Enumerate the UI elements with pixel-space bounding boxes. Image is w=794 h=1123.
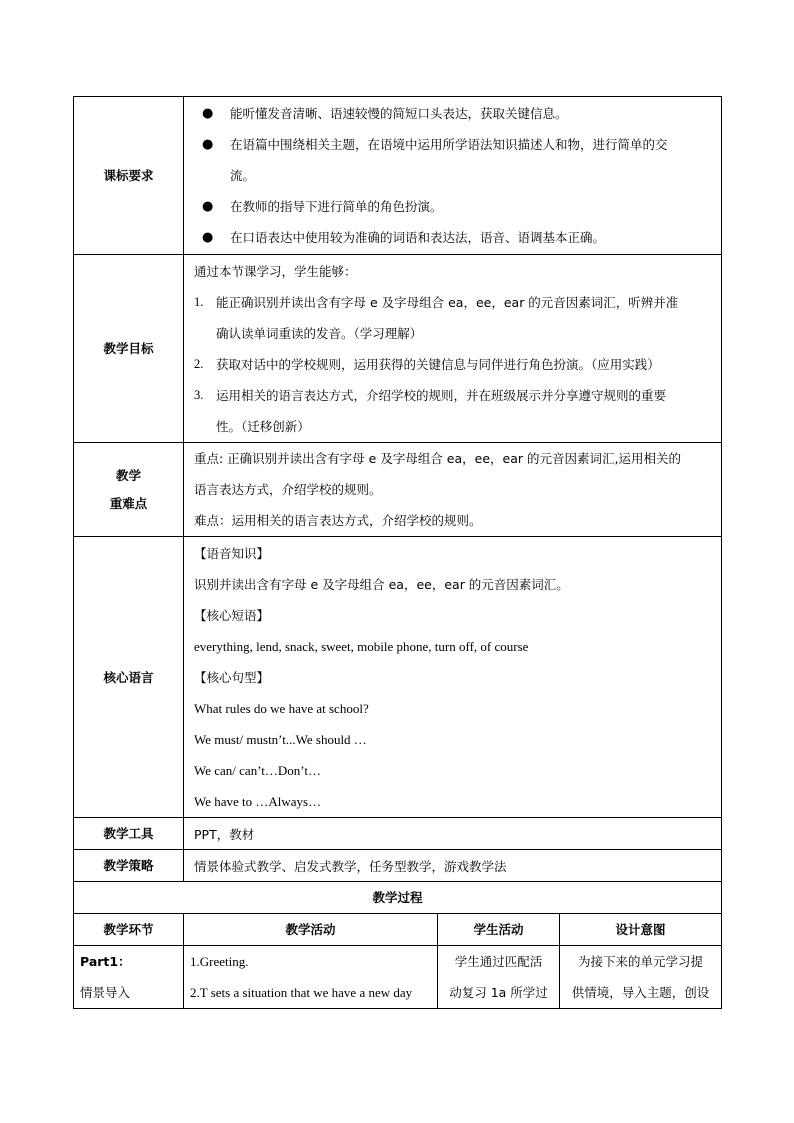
bullet-icon: ● [202,106,214,121]
bullet-icon: ● [202,199,214,214]
objective-item: 1. 能正确识别并读出含有字母 e 及字母组合 ea，ee，ear 的元音因素词汇，听辨并准 [194,295,679,310]
requirement-item: ● 在教师的指导下进行简单的角色扮演。 [194,191,715,222]
core-language-content [184,537,722,818]
requirements-content [184,97,722,255]
objectives-label: 教学目标 [74,255,184,443]
header-stage: 教学环节 [74,914,184,946]
header-intent: 设计意图 [560,914,722,946]
objectives-content [184,255,722,443]
sentence-line: We can/ can’t…Don’t… [194,763,321,778]
intent-cell: 为接下来的单元学习提 供情境，导入主题，创设 [560,946,722,1009]
keypoint-line: 语言表达方式，介绍学校的规则。 [194,482,382,497]
process-row [74,946,722,1009]
objectives-intro: 通过本节课学习，学生能够： [194,264,357,279]
bullet-icon: ● [202,137,214,152]
sentence-line: What rules do we have at school? [194,701,369,716]
requirements-label: 课标要求 [74,97,184,255]
keypoint-line: 难点：运用相关的语言表达方式，介绍学校的规则。 [194,513,482,528]
bullet-icon: ● [202,230,214,245]
requirement-item-cont: 流。 [230,168,256,183]
keypoint-line: 重点: 正确识别并读出含有字母 e 及字母组合 ea，ee，ear 的元音因素词汇,运用相关的 [194,451,681,466]
student-cell: 学生通过匹配活 动复习 1a 所学过 [438,946,560,1009]
requirement-item: ● 能听懂发音清晰、语速较慢的简短口头表达，获取关键信息。 [194,98,715,129]
objective-item-cont: 确认读单词重读的发音。（学习理解） [216,326,423,341]
keypoints-row [74,443,722,537]
keypoints-content [184,443,722,537]
requirement-item: ● 在口语表达中使用较为准确的词语和表达法，语音、语调基本正确。 [194,222,715,253]
strategy-row [74,850,722,882]
process-title: 教学过程 [74,882,722,914]
objectives-row [74,255,722,443]
lesson-plan-table [73,96,722,1009]
header-student: 学生活动 [438,914,560,946]
strategy-label: 教学策略 [74,850,184,882]
sentence-line: We have to …Always… [194,794,322,809]
stage-cell: Part1： 情景导入 [74,946,184,1009]
tools-value: PPT，教材 [184,818,722,850]
phonics-text: 识别并读出含有字母 e 及字母组合 ea，ee，ear 的元音因素词汇。 [194,577,569,592]
objective-item: 2. 获取对话中的学校规则，运用获得的关键信息与同伴进行角色扮演。（应用实践） [194,357,660,372]
keypoints-label: 教学 重难点 [74,443,184,537]
lesson-plan-document [73,96,721,1009]
core-language-row [74,537,722,818]
phrases-heading: 【核心短语】 [194,608,270,623]
phrases-text: everything, lend, snack, sweet, mobile phone, turn off, of course [194,639,529,654]
process-title-row [74,882,722,914]
header-activity: 教学活动 [184,914,438,946]
sentences-heading: 【核心句型】 [194,670,270,685]
process-header-row [74,914,722,946]
objective-item: 3. 运用相关的语言表达方式，介绍学校的规则，并在班级展示并分享遵守规则的重要 [194,388,667,403]
requirements-row [74,97,722,255]
requirement-item: ● 在语篇中围绕相关主题，在语境中运用所学语法知识描述人和物，进行简单的交 [194,129,715,160]
core-language-label: 核心语言 [74,537,184,818]
strategy-value: 情景体验式教学、启发式教学，任务型教学，游戏教学法 [184,850,722,882]
tools-row [74,818,722,850]
tools-label: 教学工具 [74,818,184,850]
activity-cell: 1.Greeting. 2.T sets a situation that we have a new day [184,946,438,1009]
phonics-heading: 【语音知识】 [194,546,270,561]
sentence-line: We must/ mustn’t...We should … [194,732,367,747]
objective-item-cont: 性。（迁移创新） [216,419,310,434]
